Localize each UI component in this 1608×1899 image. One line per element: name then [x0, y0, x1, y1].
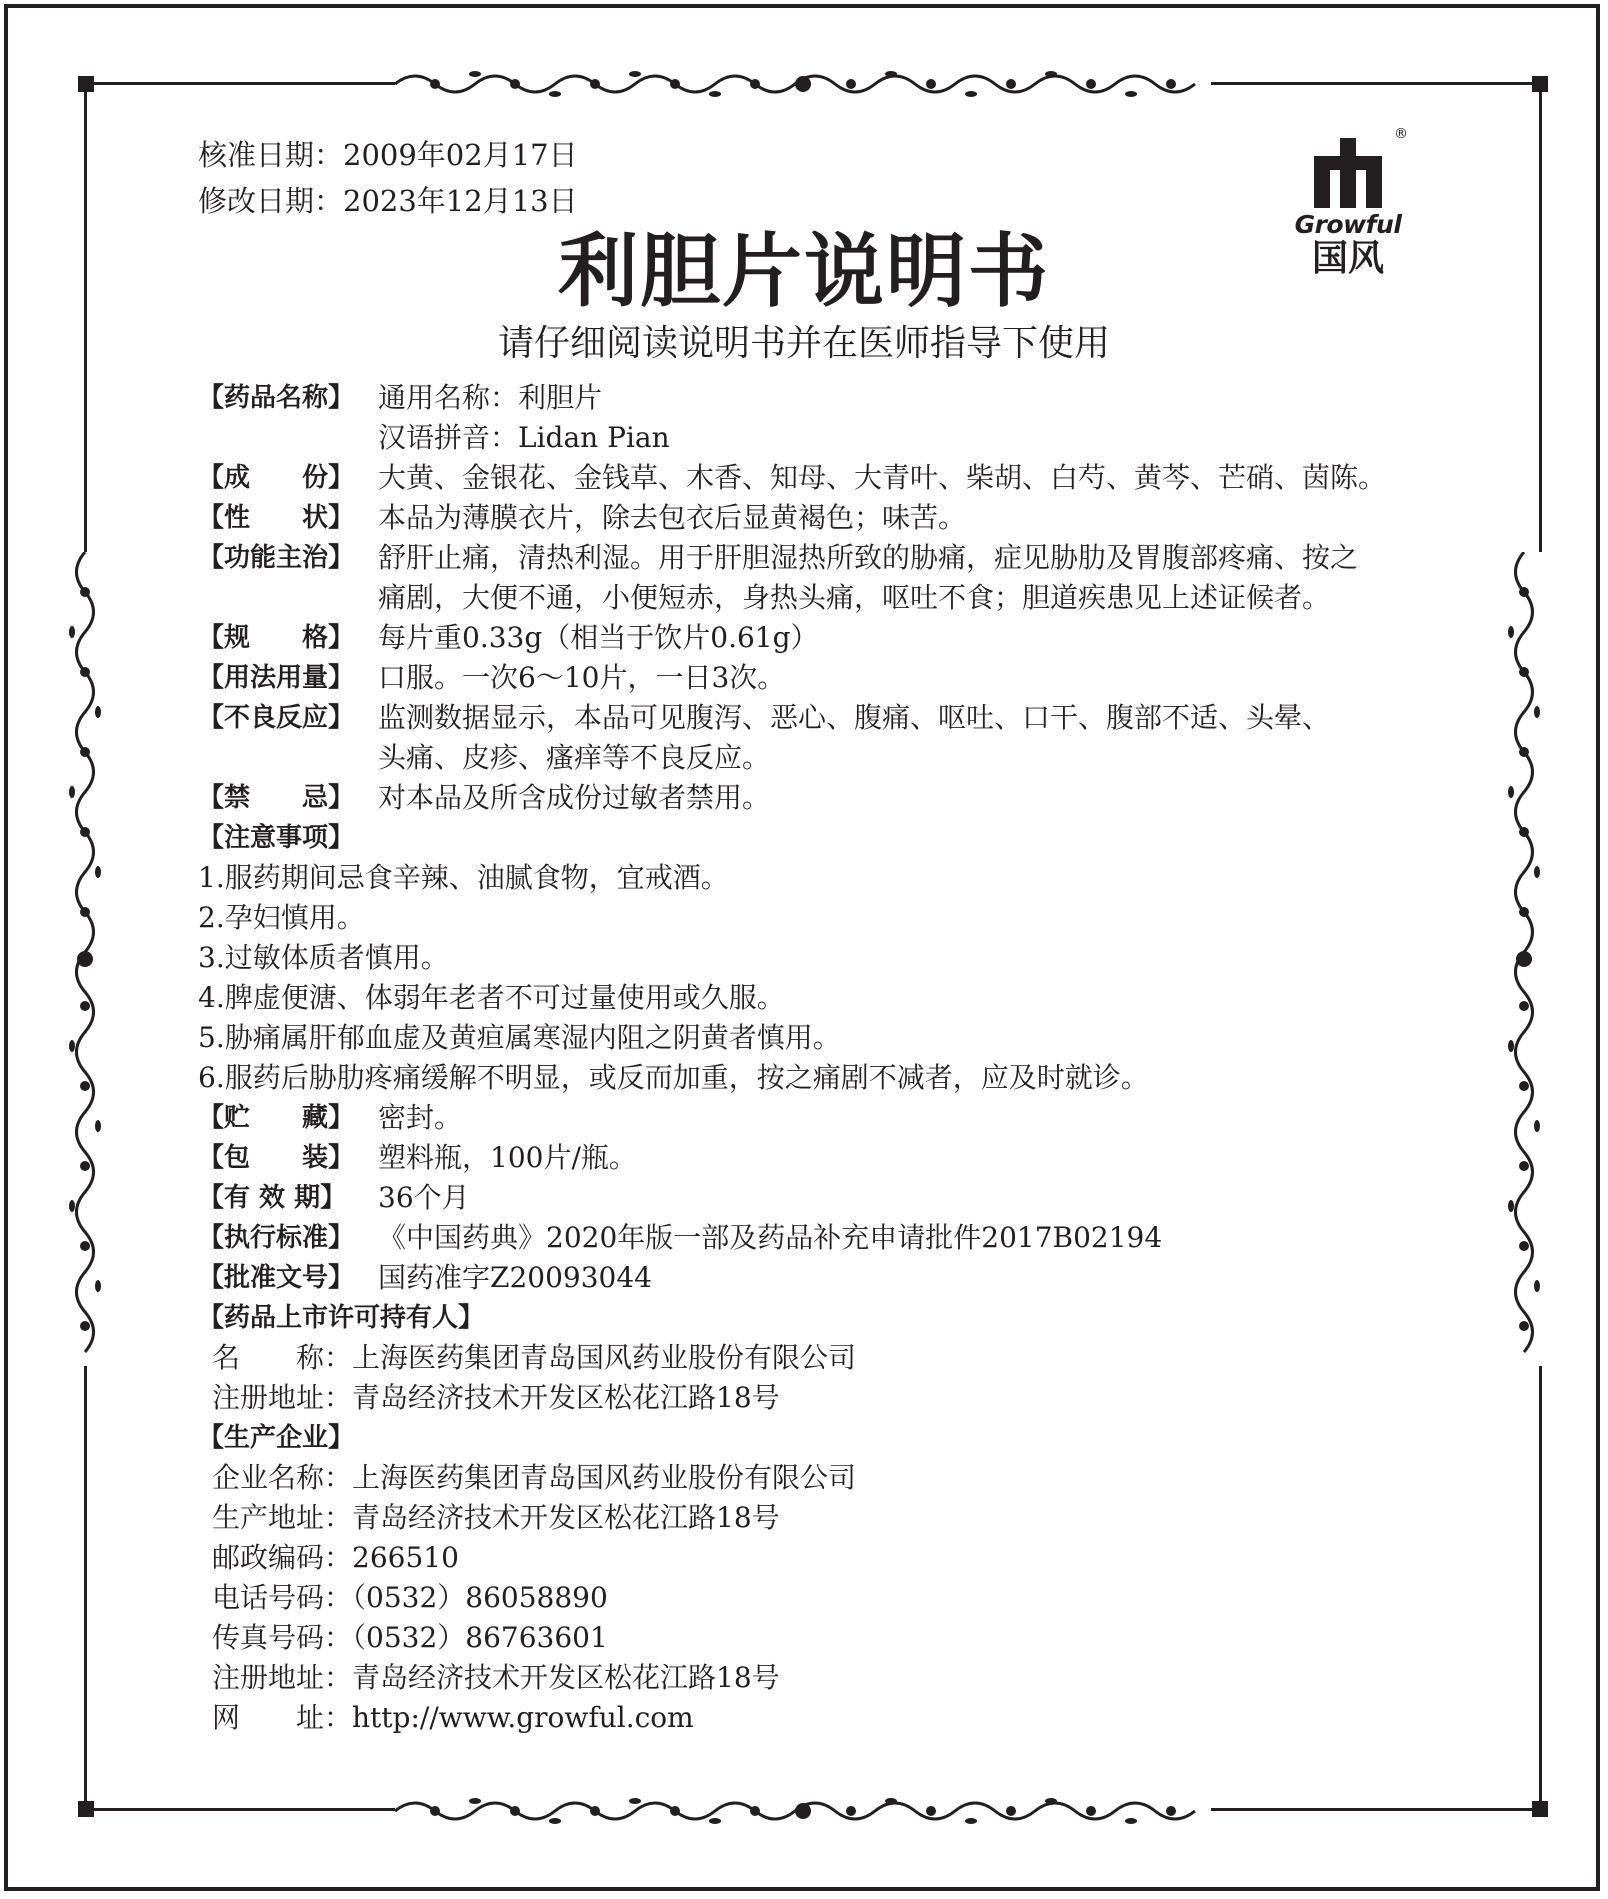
indications-line-1: 舒肝止痛，清热利湿。用于肝胆湿热所致的胁痛，症见胁肋及胃腹部疼痛、按之	[378, 541, 1359, 574]
label-spacer	[198, 578, 378, 618]
approval-number-text: 国药准字Z20093044	[378, 1261, 652, 1294]
section-spec	[198, 618, 1458, 658]
section-adverse	[198, 698, 1458, 738]
holder-name: 名 称：上海医药集团青岛国风药业股份有限公司	[212, 1341, 857, 1374]
label-standard: 【执行标准】	[198, 1223, 355, 1253]
floral-border-bottom-icon	[395, 1793, 1211, 1829]
label-manufacturer: 【生产企业】	[198, 1423, 355, 1453]
section-drug-pinyin	[198, 418, 1458, 458]
label-storage: 【贮 藏】	[198, 1103, 355, 1133]
section-license-holder	[198, 1298, 1458, 1338]
label-adverse: 【不良反应】	[198, 703, 355, 733]
label-ingredients: 【成 份】	[198, 463, 355, 493]
spec-text: 每片重0.33g（相当于饮片0.61g）	[378, 621, 819, 654]
label-spacer	[198, 738, 378, 778]
section-manufacturer	[198, 1418, 1458, 1458]
drug-generic-name: 通用名称：利胆片	[378, 381, 603, 414]
label-drug-name: 【药品名称】	[198, 383, 355, 413]
maker-fax: 传真号码：（0532）86763601	[212, 1621, 608, 1654]
precaution-item: 3.过敏体质者慎用。	[198, 941, 449, 974]
section-precautions	[198, 818, 1458, 858]
maker-reg-address: 注册地址：青岛经济技术开发区松花江路18号	[212, 1661, 780, 1694]
section-package	[198, 1138, 1458, 1178]
corner-ornament-bottom-right	[1532, 1801, 1548, 1817]
revision-date: 修改日期：2023年12月13日	[198, 184, 578, 218]
maker-website: 网 址：http://www.growful.com	[212, 1701, 694, 1734]
maker-phone: 电话号码：（0532）86058890	[212, 1581, 608, 1614]
usage-text: 口服。一次6～10片，一日3次。	[378, 661, 786, 694]
corner-ornament-bottom-left	[78, 1801, 94, 1817]
brand-name-en: Growful	[1294, 210, 1402, 239]
page-subtitle: 请仔细阅读说明书并在医师指导下使用	[497, 323, 1110, 364]
label-package: 【包 装】	[198, 1143, 355, 1173]
validity-text: 36个月	[378, 1181, 470, 1214]
package-text: 塑料瓶，100片/瓶。	[378, 1141, 637, 1174]
section-adverse-cont	[198, 738, 1458, 778]
adverse-line-2: 头痛、皮疹、瘙痒等不良反应。	[378, 741, 771, 774]
page-title: 利胆片说明书	[558, 225, 1050, 318]
maker-postal: 邮政编码：266510	[212, 1541, 459, 1574]
section-standard	[198, 1218, 1458, 1258]
storage-text: 密封。	[378, 1101, 463, 1134]
leaflet-content	[198, 378, 1458, 1738]
section-indications	[198, 538, 1458, 578]
precaution-item: 5.胁痛属肝郁血虚及黄疸属寒湿内阻之阴黄者慎用。	[198, 1021, 841, 1054]
section-usage	[198, 658, 1458, 698]
brand-name-cn: 国风	[1311, 238, 1384, 279]
adverse-line-1: 监测数据显示，本品可见腹泻、恶心、腹痛、呕吐、口干、腹部不适、头晕、	[378, 701, 1331, 734]
approval-date: 核准日期：2009年02月17日	[198, 138, 578, 172]
precaution-item: 2.孕妇慎用。	[198, 901, 365, 934]
label-contraindications: 【禁 忌】	[198, 783, 355, 813]
section-properties	[198, 498, 1458, 538]
maker-site: 生产地址：青岛经济技术开发区松花江路18号	[212, 1501, 780, 1534]
floral-border-top-icon	[395, 66, 1211, 102]
section-storage	[198, 1098, 1458, 1138]
growful-logo-mark-icon	[1306, 138, 1390, 208]
label-usage: 【用法用量】	[198, 663, 355, 693]
label-indications: 【功能主治】	[198, 543, 355, 573]
section-validity	[198, 1178, 1458, 1218]
maker-name: 企业名称：上海医药集团青岛国风药业股份有限公司	[212, 1461, 857, 1494]
holder-address: 注册地址：青岛经济技术开发区松花江路18号	[212, 1381, 780, 1414]
contraindications-text: 对本品及所含成份过敏者禁用。	[378, 781, 771, 814]
label-validity: 【有 效 期】	[198, 1183, 347, 1213]
registered-mark: ®	[1394, 126, 1408, 142]
standard-text: 《中国药典》2020年版一部及药品补充申请批件2017B02194	[378, 1221, 1163, 1254]
header-dates	[198, 132, 578, 224]
label-spec: 【规 格】	[198, 623, 355, 653]
corner-ornament-top-right	[1532, 76, 1548, 92]
ingredients-text: 大黄、金银花、金钱草、木香、知母、大青叶、柴胡、白芍、黄芩、芒硝、茵陈。	[378, 461, 1387, 494]
label-approval-number: 【批准文号】	[198, 1263, 355, 1293]
label-spacer	[198, 418, 378, 458]
label-properties: 【性 状】	[198, 503, 355, 533]
indications-line-2: 痛剧，大便不通，小便短赤，身热头痛，呕吐不食；胆道疾患见上述证候者。	[378, 581, 1331, 614]
label-license-holder: 【药品上市许可持有人】	[198, 1303, 485, 1333]
precaution-item: 4.脾虚便溏、体弱年老者不可过量使用或久服。	[198, 981, 785, 1014]
corner-ornament-top-left	[78, 76, 94, 92]
floral-border-left-icon	[60, 552, 110, 1366]
precaution-item: 1.服药期间忌食辛辣、油腻食物，宜戒酒。	[198, 861, 729, 894]
section-ingredients	[198, 458, 1458, 498]
drug-pinyin-name: 汉语拼音：Lidan Pian	[378, 421, 670, 454]
precaution-item: 6.服药后胁肋疼痛缓解不明显，或反而加重，按之痛剧不减者，应及时就诊。	[198, 1061, 1149, 1094]
section-indications-cont	[198, 578, 1458, 618]
section-approval-number	[198, 1258, 1458, 1298]
floral-border-right-icon	[1499, 552, 1549, 1366]
section-drug-name	[198, 378, 1458, 418]
label-precautions: 【注意事项】	[198, 823, 355, 853]
section-contraindications	[198, 778, 1458, 818]
properties-text: 本品为薄膜衣片，除去包衣后显黄褐色；味苦。	[378, 501, 967, 534]
